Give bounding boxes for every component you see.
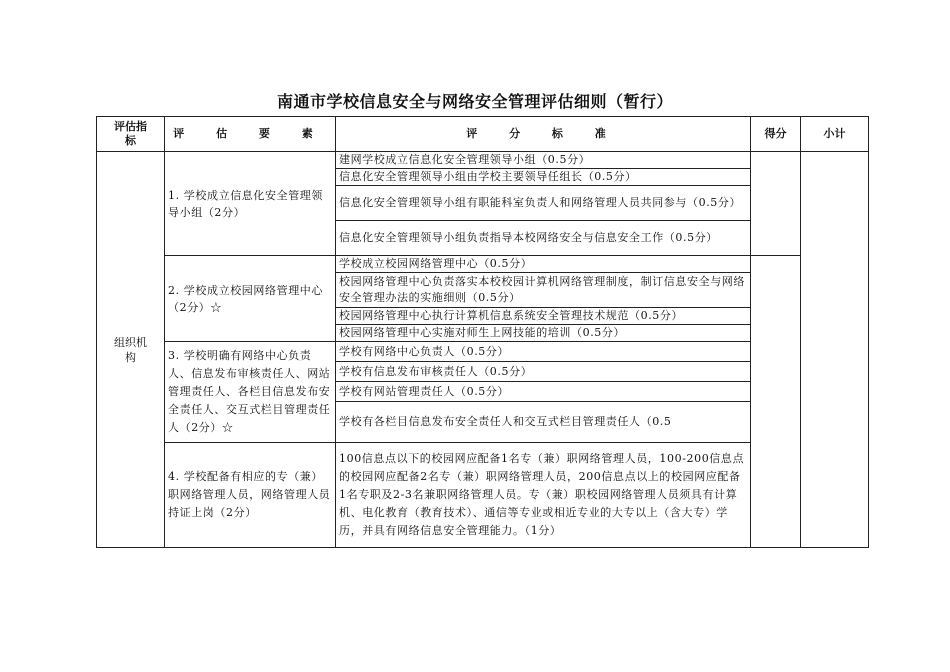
score-cell[interactable] (751, 152, 801, 256)
subtotal-cell[interactable] (801, 152, 869, 548)
table-row (97, 152, 869, 169)
indicator-label: 组织机构 (114, 335, 147, 364)
element-cell: 2. 学校成立校园网络管理中心（2分）☆ (165, 256, 336, 342)
score-cell[interactable] (751, 256, 801, 548)
table-header-row (97, 117, 869, 152)
table-row (97, 256, 869, 273)
criteria-cell: 学校有信息发布审核责任人（0.5分） (336, 362, 751, 382)
element-cell: 3. 学校明确有网络中心负责人、信息发布审核责任人、网站管理责任人、各栏目信息发布安全责任人、交互式栏目管理责任人（2分）☆ (165, 342, 336, 443)
page-title: 南通市学校信息安全与网络安全管理评估细则（暂行） (276, 92, 673, 111)
criteria-cell: 校园网络管理中心实施对师生上网技能的培训（0.5分） (336, 325, 751, 342)
header-subtotal: 小计 (801, 117, 869, 152)
criteria-cell: 学校有网络中心负责人（0.5分） (336, 342, 751, 362)
header-elements: 评 估 要 素 (165, 117, 336, 152)
evaluation-table (96, 116, 869, 548)
header-standard: 评 分 标 准 (336, 117, 751, 152)
element-cell: 4. 学校配备有相应的专（兼）职网络管理人员，网络管理人员持证上岗（2分） (165, 443, 336, 548)
criteria-cell: 信息化安全管理领导小组有职能科室负责人和网络管理人员共同参与（0.5分） (336, 186, 751, 221)
criteria-cell: 建网学校成立信息化安全管理领导小组（0.5分） (336, 152, 751, 169)
criteria-cell: 信息化安全管理领导小组由学校主要领导任组长（0.5分） (336, 169, 751, 186)
criteria-cell: 信息化安全管理领导小组负责指导本校网络安全与信息安全工作（0.5分） (336, 221, 751, 256)
header-score: 得分 (751, 117, 801, 152)
indicator-cell (97, 152, 165, 548)
criteria-cell: 100信息点以下的校园网应配备1名专（兼）职网络管理人员，100-200信息点的校园网应配备2名专（兼）职网络管理人员，200信息点以上的校园网应配备1名专职及2-3名兼职网络管理人员。专（兼）职校园网络管理人员须具有计算机、电化教育（教育技术）、通信等专业或相近专业的大专以上（含大专）学历，并具有网络信息安全管理能力。（1分） (336, 443, 751, 548)
criteria-cell: 学校有网站管理责任人（0.5分） (336, 382, 751, 402)
criteria-cell: 学校有各栏目信息发布安全责任人和交互式栏目管理责任人（0.5 (336, 402, 751, 443)
element-cell: 1. 学校成立信息化安全管理领导小组（2分） (165, 152, 336, 256)
criteria-cell: 校园网络管理中心执行计算机信息系统安全管理技术规范（0.5分） (336, 308, 751, 325)
criteria-cell: 校园网络管理中心负责落实本校校园计算机网络管理制度，制订信息安全与网络安全管理办法的实施细则（0.5分） (336, 273, 751, 308)
header-indicator: 评估指标 (97, 117, 165, 152)
criteria-cell: 学校成立校园网络管理中心（0.5分） (336, 256, 751, 273)
